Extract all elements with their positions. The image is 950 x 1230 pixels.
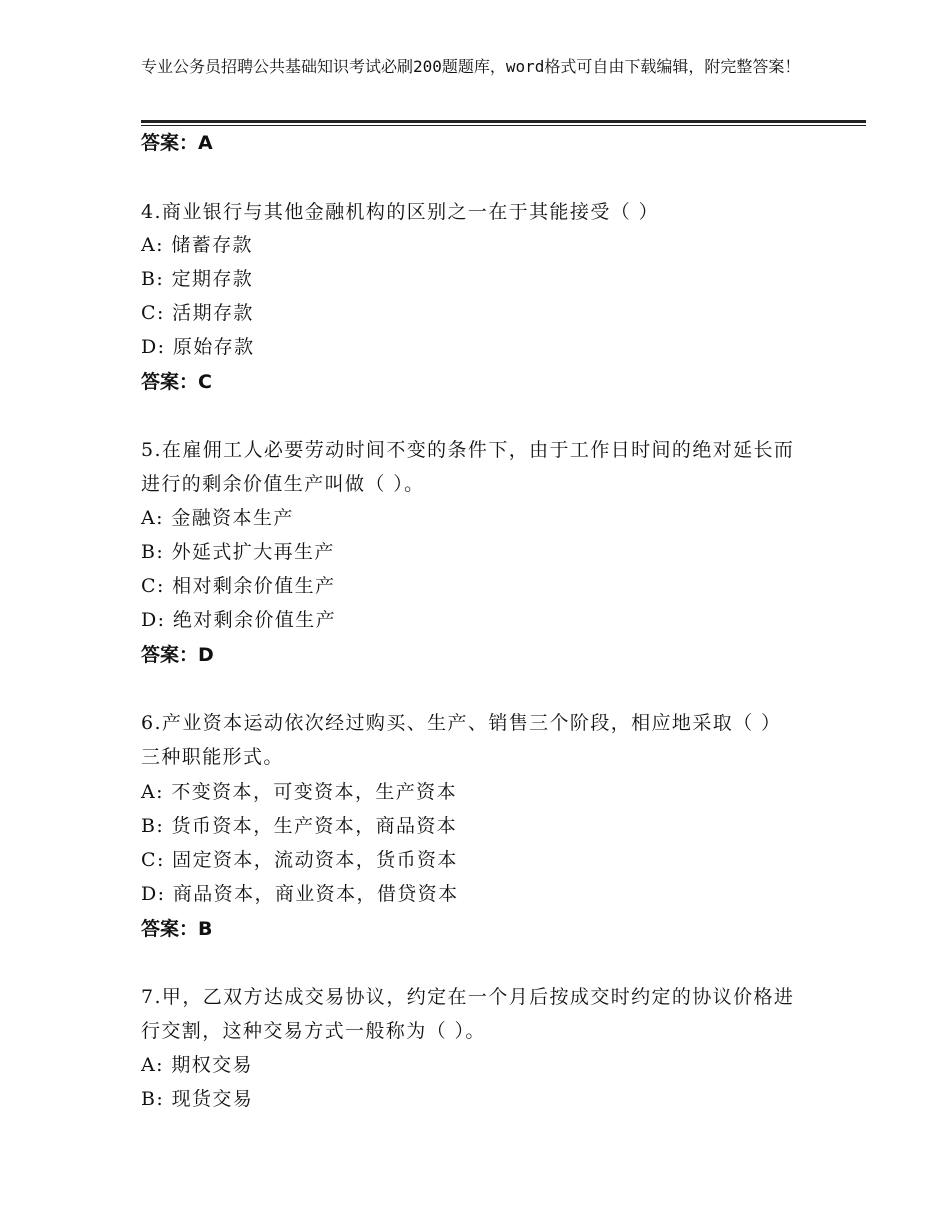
question-6-stem: 6.产业资本运动依次经过购买、生产、销售三个阶段，相应地采取（ ）三种职能形式。: [141, 712, 782, 768]
answer-4: 答案：C: [141, 371, 212, 393]
question-4-option-c: C: 活期存款: [141, 302, 254, 324]
question-5-stem: 5.在雇佣工人必要劳动时间不变的条件下，由于工作日时间的绝对延长而进行的剩余价值生产叫做（ ）。: [141, 439, 795, 495]
question-6-option-c: C: 固定资本，流动资本，货币资本: [141, 849, 458, 871]
document-header: 专业公务员招聘公共基础知识考试必刷200题题库，word格式可自由下载编辑，附完整答案！: [141, 57, 801, 76]
question-6-option-b: B: 货币资本，生产资本，商品资本: [141, 815, 458, 837]
question-4-stem: 4.商业银行与其他金融机构的区别之一在于其能接受（ ）: [141, 201, 659, 223]
question-7-option-b: B: 现货交易: [141, 1088, 254, 1110]
answer-6: 答案：B: [141, 918, 213, 940]
question-5-option-b: B: 外延式扩大再生产: [141, 541, 335, 563]
question-5-option-a: A: 金融资本生产: [141, 507, 294, 529]
question-7-stem: 7.甲，乙双方达成交易协议，约定在一个月后按成交时约定的协议价格进行交割，这种交易方式一般称为（ ）。: [141, 986, 795, 1042]
header-divider-thin: [141, 125, 866, 126]
question-4-option-d: D: 原始存款: [141, 336, 255, 358]
question-5-option-d: D: 绝对剩余价值生产: [141, 609, 337, 631]
answer-3: 答案：A: [141, 132, 213, 154]
header-divider-thick: [141, 120, 866, 123]
question-4-option-a: A: 储蓄存款: [141, 234, 253, 256]
question-6-option-d: D: 商品资本，商业资本，借贷资本: [141, 883, 459, 905]
question-5-option-c: C: 相对剩余价值生产: [141, 575, 336, 597]
question-4-option-b: B: 定期存款: [141, 268, 254, 290]
question-6-option-a: A: 不变资本，可变资本，生产资本: [141, 781, 457, 803]
answer-5: 答案：D: [141, 644, 214, 666]
question-7-option-a: A: 期权交易: [141, 1054, 253, 1076]
